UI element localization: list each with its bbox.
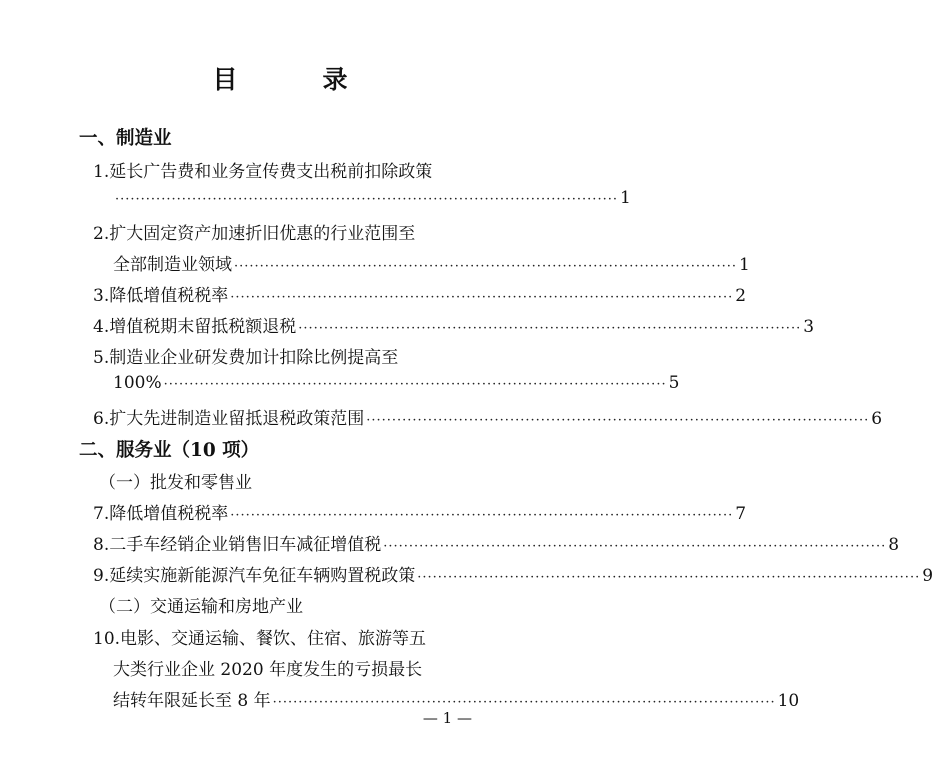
- dot-leader: ··································································································: [417, 570, 921, 585]
- dot-leader: ··································································································: [230, 508, 734, 523]
- toc-entry-5-label: 5.制造业企业研发费加计扣除比例提高至: [93, 348, 399, 368]
- toc-entry-4-label: 4.增值税期末留抵税额退税: [93, 317, 297, 337]
- dot-leader: ··································································································: [366, 413, 870, 428]
- dot-leader: ··································································································: [272, 695, 776, 710]
- subsection-heading-wholesale-retail: （一）批发和零售业: [99, 473, 252, 493]
- toc-entry-10-label-cont: 大类行业企业 2020 年度发生的亏损最长: [113, 660, 423, 680]
- toc-entry-2[interactable]: [113, 250, 750, 275]
- toc-entry-1-page: 1: [619, 188, 631, 208]
- toc-title: 目 录: [212, 65, 378, 94]
- toc-entry-6-page: 6: [871, 409, 883, 429]
- toc-entry-9[interactable]: [93, 561, 933, 586]
- toc-entry-10-label-end: 结转年限延长至 8 年: [113, 691, 271, 711]
- toc-entry-9-page: 9: [922, 566, 933, 586]
- toc-entry-2-label: 2.扩大固定资产加速折旧优惠的行业范围至: [93, 224, 416, 244]
- toc-entry-6[interactable]: [93, 404, 883, 429]
- page-number-footer: — 1 —: [422, 709, 472, 727]
- toc-entry-1-label: 1.延长广告费和业务宣传费支出税前扣除政策: [93, 162, 433, 182]
- toc-entry-5[interactable]: [113, 373, 680, 393]
- toc-entry-5-page: 5: [668, 373, 680, 393]
- toc-entry-7-label: 7.降低增值税税率: [93, 504, 229, 524]
- dot-leader: ··································································································: [230, 290, 734, 305]
- toc-entry-8-page: 8: [888, 535, 900, 555]
- toc-entry-3[interactable]: [93, 281, 747, 306]
- toc-entry-10-label: 10.电影、交通运输、餐饮、住宿、旅游等五: [93, 629, 427, 649]
- section-heading-manufacturing: 一、制造业: [79, 128, 172, 149]
- dot-leader: ··································································································: [234, 259, 737, 274]
- section-heading-services: 二、服务业（10 项）: [79, 440, 260, 461]
- toc-entry-4-page: 3: [803, 317, 815, 337]
- toc-entry-8-label: 8.二手车经销企业销售旧车减征增值税: [93, 535, 382, 555]
- dot-leader: ··································································································: [163, 377, 667, 392]
- toc-entry-3-label: 3.降低增值税税率: [93, 286, 229, 306]
- dot-leader: ··································································································: [383, 539, 887, 554]
- dot-leader: ··································································································: [298, 321, 802, 336]
- dot-leader: ··································································································: [115, 192, 618, 207]
- toc-entry-10-page: 10: [777, 691, 800, 711]
- toc-entry-7[interactable]: [93, 499, 747, 524]
- toc-entry-5-label-cont: 100%: [113, 373, 162, 393]
- subsection-heading-transport-realestate: （二）交通运输和房地产业: [99, 597, 303, 617]
- toc-entry-9-label: 9.延续实施新能源汽车免征车辆购置税政策: [93, 566, 416, 586]
- toc-entry-6-label: 6.扩大先进制造业留抵退税政策范围: [93, 409, 365, 429]
- toc-entry-10[interactable]: [113, 686, 800, 711]
- toc-entry-2-label-cont: 全部制造业领域: [113, 255, 232, 275]
- toc-entry-7-page: 7: [735, 504, 747, 524]
- toc-entry-3-page: 2: [735, 286, 747, 306]
- toc-entry-8[interactable]: [93, 530, 900, 555]
- toc-entry-4[interactable]: [93, 312, 815, 337]
- toc-entry-2-page: 1: [738, 255, 750, 275]
- toc-entry-1[interactable]: [113, 188, 631, 208]
